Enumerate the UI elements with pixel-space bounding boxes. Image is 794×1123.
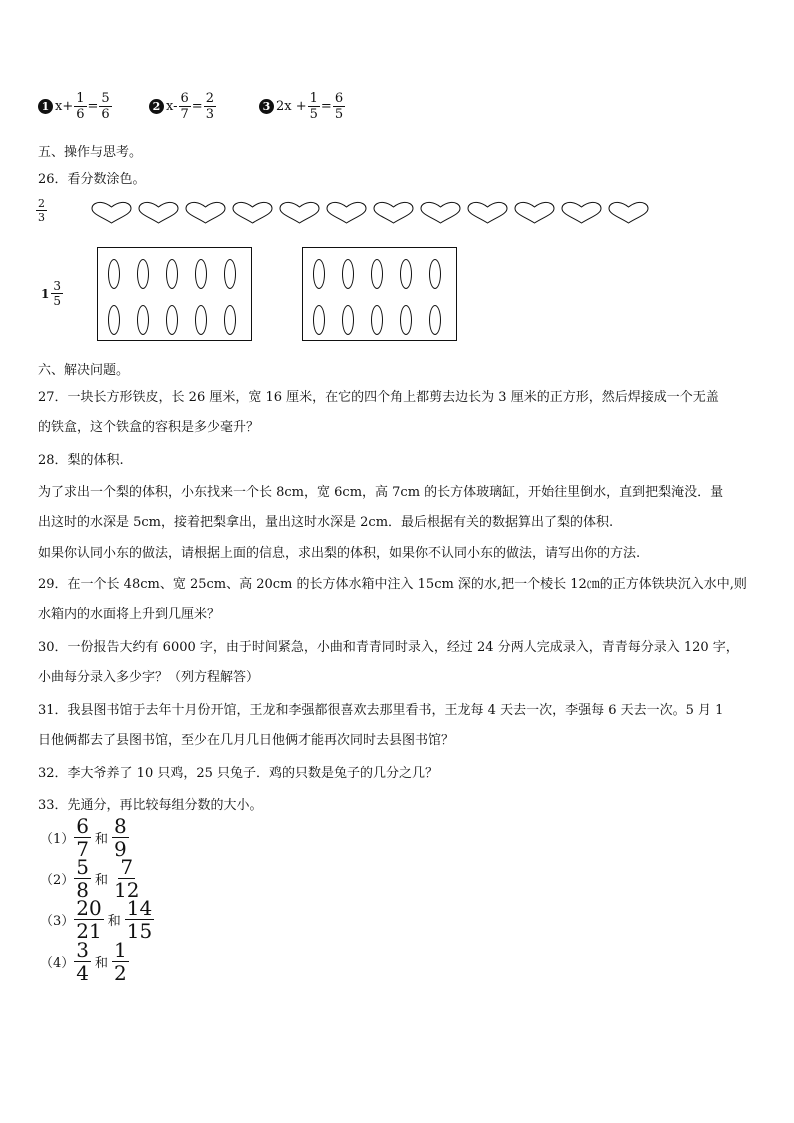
heart-shape[interactable] (607, 201, 650, 225)
heart-shape[interactable] (184, 201, 227, 225)
mixed-whole: 1 (41, 286, 50, 301)
heart-shape[interactable] (513, 201, 556, 225)
oval-shape[interactable] (342, 305, 354, 335)
compare-label: （4） (40, 956, 75, 971)
question-26: 26．看分数涂色。 (38, 172, 146, 187)
heart-shape[interactable] (137, 201, 180, 225)
compare-label: （3） (40, 914, 75, 929)
heart-shape[interactable] (278, 201, 321, 225)
oval-shape[interactable] (108, 305, 120, 335)
question-30-line-1: 30．一份报告大约有 6000 字，由于时间紧急，小曲和青青同时录入，经过 24 分两人完成录入，青青每分录入 120 字， (38, 640, 739, 655)
equation-2 (149, 92, 216, 121)
compare-row-3 (40, 898, 154, 941)
fraction: $\frac{1}{2}$ (114, 938, 127, 985)
eq-sign: = (320, 99, 332, 114)
equation-1 (38, 92, 112, 121)
oval-box-1 (97, 247, 252, 341)
oval-shape[interactable] (371, 305, 383, 335)
fraction: $\frac{14}{15}$ (126, 896, 153, 943)
and-word: 和 (95, 956, 109, 971)
oval-shape[interactable] (313, 259, 325, 289)
oval-shape[interactable] (137, 305, 149, 335)
heart-shape[interactable] (90, 201, 133, 225)
heart-shape[interactable] (419, 201, 462, 225)
heart-shape[interactable] (466, 201, 509, 225)
oval-shape[interactable] (371, 259, 383, 289)
and-word: 和 (95, 873, 109, 888)
oval-shape[interactable] (166, 305, 178, 335)
fraction: $\frac{8}{9}$ (114, 814, 127, 861)
oval-shape[interactable] (137, 259, 149, 289)
question-28-line-3: 如果你认同小东的做法，请根据上面的信息，求出梨的体积，如果你不认同小东的做法，请写出你的方法. (38, 546, 641, 561)
fraction: $\frac{6}{5}$ (334, 91, 344, 122)
oval-shape[interactable] (166, 259, 178, 289)
compare-row-1 (40, 816, 129, 859)
question-29-line-1: 29．在一个长 48cm、宽 25cm、高 20cm 的长方体水箱中注入 15cm 深的水,把一个棱长 12㎝的正方体铁块沉入水中,则 (38, 577, 747, 592)
equation-3 (259, 92, 345, 121)
oval-shape[interactable] (429, 305, 441, 335)
question-29-line-2: 水箱内的水面将上升到几厘米？ (38, 607, 221, 622)
eq-sign: = (87, 99, 99, 114)
hearts-row (90, 201, 650, 225)
eq-prefix: x- (166, 99, 178, 114)
fraction: $\frac{2}{3}$ (205, 91, 214, 122)
eq-prefix: 2x + (276, 99, 307, 114)
mixed-fraction (41, 280, 63, 307)
oval-shape[interactable] (429, 259, 441, 289)
fraction: $\frac{3}{5}$ (53, 279, 61, 308)
fraction: $\frac{6}{7}$ (76, 814, 90, 861)
oval-shape[interactable] (195, 305, 207, 335)
question-33: 33．先通分，再比较每组分数的大小。 (38, 798, 263, 813)
question-28-line-1: 为了求出一个梨的体积，小东找来一个长 8cm，宽 6cm，高 7cm 的长方体玻璃缸，开始往里倒水，直到把梨淹没．量 (38, 485, 724, 500)
fraction: $\frac{5}{6}$ (101, 91, 110, 122)
fraction: $\frac{5}{8}$ (76, 855, 90, 902)
oval-shape[interactable] (195, 259, 207, 289)
oval-shape[interactable] (400, 259, 412, 289)
compare-row-4 (40, 940, 129, 983)
fraction: $\frac{6}{7}$ (180, 91, 189, 122)
question-32: 32．李大爷养了 10 只鸡，25 只兔子．鸡的只数是兔子的几分之几？ (38, 766, 439, 781)
oval-shape[interactable] (400, 305, 412, 335)
oval-shape[interactable] (313, 305, 325, 335)
fraction-two-thirds: $\frac{2}{3}$ (38, 197, 45, 224)
oval-shape[interactable] (224, 259, 236, 289)
eq-prefix: x+ (55, 99, 74, 114)
question-30-line-2: 小曲每分录入多少字？（列方程解答） (38, 670, 260, 685)
section-6-heading: 六、解决问题。 (38, 363, 130, 378)
circle-number: 3 (259, 99, 274, 114)
circle-number: 2 (149, 99, 164, 114)
oval-shape[interactable] (342, 259, 354, 289)
heart-shape[interactable] (325, 201, 368, 225)
question-31-line-2: 日他俩都去了县图书馆，至少在几月几日他俩才能再次同时去县图书馆？ (38, 733, 455, 748)
heart-shape[interactable] (560, 201, 603, 225)
oval-shape[interactable] (108, 259, 120, 289)
compare-label: （1） (40, 832, 75, 847)
fraction: $\frac{20}{21}$ (76, 896, 102, 943)
and-word: 和 (107, 914, 121, 929)
circle-number: 1 (38, 99, 53, 114)
and-word: 和 (95, 832, 109, 847)
heart-shape[interactable] (231, 201, 274, 225)
oval-box-2 (302, 247, 457, 341)
oval-shape[interactable] (224, 305, 236, 335)
question-28-line-2: 出这时的水深是 5cm，接着把梨拿出，量出这时水深是 2cm．最后根据有关的数据算出了梨的体积. (38, 515, 614, 530)
fraction: $\frac{7}{12}$ (114, 855, 140, 902)
compare-label: （2） (40, 873, 75, 888)
question-28-title: 28．梨的体积. (38, 453, 124, 468)
heart-shape[interactable] (372, 201, 415, 225)
fraction: $\frac{1}{5}$ (309, 91, 318, 122)
compare-row-2 (40, 857, 141, 900)
section-5-heading: 五、操作与思考。 (38, 145, 143, 160)
question-31-line-1: 31．我县图书馆于去年十月份开馆，王龙和李强都很喜欢去那里看书，王龙每 4 天去一次，李强每 6 天去一次。5 月 1 (38, 703, 724, 718)
question-27-line-1: 27．一块长方形铁皮，长 26 厘米，宽 16 厘米，在它的四个角上都剪去边长为 3 厘米的正方形，然后焊接成一个无盖 (38, 390, 719, 405)
fraction: $\frac{1}{6}$ (76, 91, 85, 122)
eq-sign: = (191, 99, 203, 114)
question-27-line-2: 的铁盒，这个铁盒的容积是多少毫升？ (38, 420, 260, 435)
fraction: $\frac{3}{4}$ (76, 938, 90, 985)
